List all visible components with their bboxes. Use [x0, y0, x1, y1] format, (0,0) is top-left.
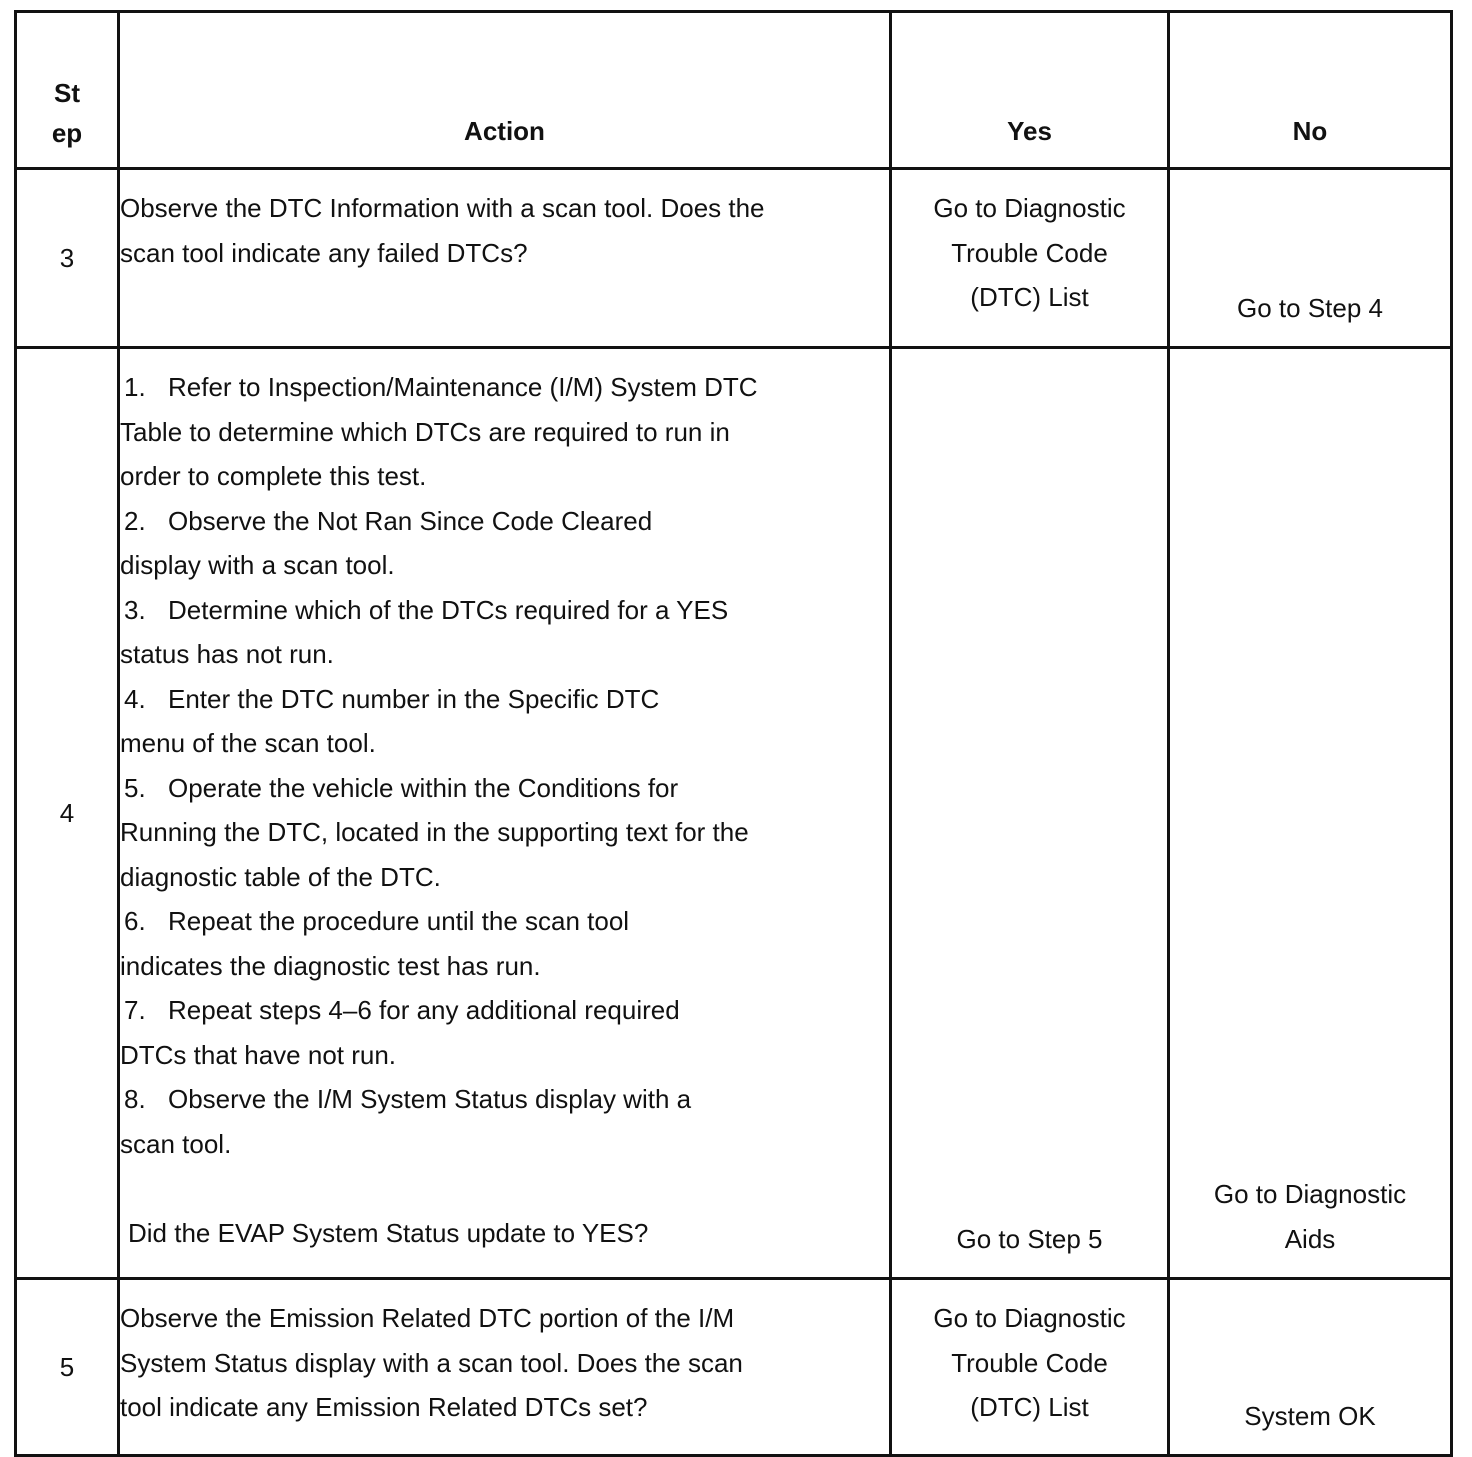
- header-row: [16, 12, 1452, 169]
- action-cell: [119, 1279, 891, 1456]
- header-step: [16, 12, 119, 169]
- item-number: 5.: [124, 772, 146, 803]
- item-text: diagnostic table of the DTC.: [120, 861, 441, 892]
- yes-line: (DTC) List: [970, 282, 1089, 312]
- yes-line: Go to Diagnostic: [933, 1303, 1126, 1333]
- item-number: 8.: [124, 1084, 146, 1114]
- item-number: 1.: [124, 372, 146, 402]
- header-step-line2: ep: [51, 118, 83, 148]
- table-row-step-5: [16, 1279, 1452, 1456]
- item-text: Table to determine which DTCs are required to run in: [120, 416, 730, 447]
- item-text: menu of the scan tool.: [120, 728, 376, 758]
- item-number: 7.: [124, 995, 146, 1025]
- diagnostic-table: [14, 10, 1453, 1457]
- item-number: 3.: [124, 594, 146, 625]
- no-link[interactable]: Go to Step 4: [1237, 292, 1383, 323]
- action-item-6: [120, 899, 889, 988]
- header-step-line1: St: [54, 78, 80, 108]
- step-number: 4: [16, 348, 119, 1279]
- item-number: 6.: [124, 906, 146, 936]
- yes-link[interactable]: [892, 186, 1167, 320]
- action-cell: [119, 348, 891, 1279]
- action-item-4: [120, 677, 889, 766]
- item-text: Operate the vehicle within the Conditions for: [168, 772, 679, 803]
- step-number: 3: [16, 169, 119, 348]
- yes-cell: [891, 348, 1169, 1279]
- item-text: order to complete this test.: [120, 461, 427, 491]
- yes-cell: [891, 169, 1169, 348]
- action-line: System Status display with a scan tool. Does the scan: [120, 1347, 743, 1378]
- no-line: Aids: [1284, 1223, 1336, 1254]
- item-text: Running the DTC, located in the supporting text for the: [120, 817, 749, 847]
- item-text: indicates the diagnostic test has run.: [120, 950, 541, 981]
- yes-line: Trouble Code: [951, 237, 1108, 268]
- yes-cell: [891, 1279, 1169, 1456]
- yes-link[interactable]: Go to Step 5: [956, 1223, 1103, 1254]
- item-text: scan tool.: [120, 1128, 232, 1159]
- no-cell: [1169, 1279, 1452, 1456]
- action-item-8: [120, 1077, 889, 1166]
- table-row-step-4: [16, 348, 1452, 1279]
- action-line: Observe the DTC Information with a scan tool. Does the: [120, 193, 765, 223]
- item-number: 2.: [124, 505, 146, 536]
- no-cell: [1169, 169, 1452, 348]
- action-item-3: [120, 588, 889, 677]
- action-item-5: [120, 766, 889, 900]
- item-text: status has not run.: [120, 639, 334, 669]
- item-text: Enter the DTC number in the Specific DTC: [168, 683, 660, 714]
- yes-link[interactable]: [892, 1296, 1167, 1430]
- action-question: Did the EVAP System Status update to YES?: [128, 1217, 649, 1248]
- action-line: Observe the Emission Related DTC portion of the I/M: [120, 1303, 735, 1333]
- item-text: DTCs that have not run.: [120, 1039, 397, 1070]
- header-action: Action: [119, 12, 891, 169]
- action-cell: [119, 169, 891, 348]
- no-link[interactable]: [1170, 1172, 1450, 1261]
- item-text: Refer to Inspection/Maintenance (I/M) System DTC: [168, 372, 758, 402]
- item-text: Repeat the procedure until the scan tool: [168, 906, 630, 936]
- yes-line: Trouble Code: [951, 1347, 1108, 1378]
- item-text: Determine which of the DTCs required for a YES: [168, 594, 729, 625]
- header-no: No: [1169, 12, 1452, 169]
- action-line: scan tool indicate any failed DTCs?: [120, 237, 528, 268]
- item-text: Repeat steps 4–6 for any additional required: [168, 995, 680, 1025]
- item-number: 4.: [124, 683, 146, 714]
- step-number: 5: [16, 1279, 119, 1456]
- no-line: Go to Diagnostic: [1213, 1179, 1407, 1209]
- yes-line: (DTC) List: [970, 1392, 1089, 1422]
- item-text: display with a scan tool.: [120, 550, 395, 580]
- no-cell: [1169, 348, 1452, 1279]
- action-item-1: [120, 365, 889, 499]
- action-item-2: [120, 499, 889, 588]
- action-line: tool indicate any Emission Related DTCs set?: [120, 1392, 648, 1422]
- table-row-step-3: [16, 169, 1452, 348]
- action-item-7: [120, 988, 889, 1077]
- item-text: Observe the Not Ran Since Code Cleared: [168, 505, 653, 536]
- item-text: Observe the I/M System Status display with a: [168, 1084, 692, 1114]
- header-yes: Yes: [891, 12, 1169, 169]
- yes-line: Go to Diagnostic: [933, 193, 1126, 223]
- no-link[interactable]: System OK: [1244, 1400, 1376, 1431]
